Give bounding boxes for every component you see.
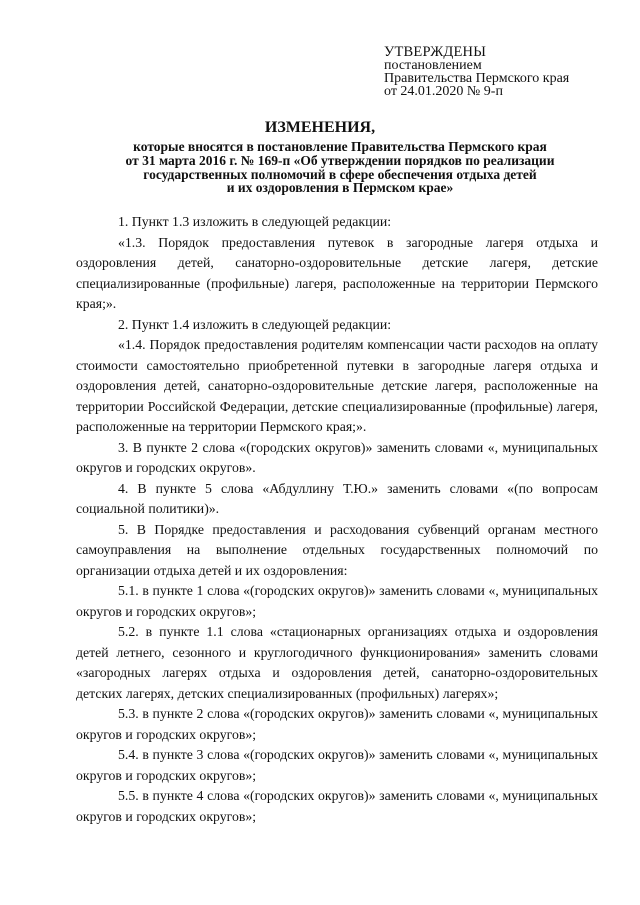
paragraph: 5.3. в пункте 2 слова «(городских округов)» заменить словами «, муниципальных округов и городских округов»; <box>76 706 598 742</box>
subtitle-line: которые вносятся в постановление Правительства Пермского края <box>133 139 547 154</box>
paragraph: «1.4. Порядок предоставления родителям компенсации части расходов на оплату стоимости самостоятельно приобретенной путевки в загородные лагеря отдыха и оздоровления детей, санаторно-оздоровительные детские лагеря, расположенные на территории Российской Федерации, детские специализированные (профильные) лагеря, расположенные на территории Пермского края;». <box>76 337 598 434</box>
document-body <box>76 212 598 827</box>
approval-authority: Правительства Пермского края <box>384 71 570 86</box>
paragraph: 4. В пункте 5 слова «Абдуллину Т.Ю.» заменить словами «(по вопросам социальной политики)». <box>76 480 598 516</box>
subtitle-line: и их оздоровления в Пермском крае» <box>226 180 454 196</box>
paragraph: 2. Пункт 1.4 изложить в следующей редакции: <box>118 316 392 332</box>
subtitle-line: от 31 марта 2016 г. № 169-п «Об утверждении порядков по реализации <box>125 152 555 168</box>
approval-date-number: от 24.01.2020 № 9-п <box>384 84 503 99</box>
paragraph: 5.2. в пункте 1.1 слова «стационарных организациях отдыха и оздоровления детей летнего, сезонного и круглогодичного функционирования» заменить словами «загородных лагерях отдыха и оздоровления детей, санаторно-оздоровительных детских лагерях, детских специализированных (профильных) лагерях»; <box>76 624 598 701</box>
paragraph: 3. В пункте 2 слова «(городских округов)» заменить словами «, муниципальных округов и городских округов». <box>76 439 598 475</box>
paragraph: 5.5. в пункте 4 слова «(городских округов)» заменить словами «, муниципальных округов и городских округов»; <box>76 788 598 824</box>
paragraph: «1.3. Порядок предоставления путевок в загородные лагеря отдыха и оздоровления детей, санаторно-оздоровительные детские лагеря, детские специализированные (профильные) лагеря, расположенные на территории Пермского края;». <box>76 234 598 311</box>
approval-stamp <box>384 46 569 98</box>
paragraph: 5. В Порядке предоставления и расходования субвенций органам местного самоуправления на выполнение отдельных государственных полномочий по организации отдыха детей и их оздоровления: <box>76 521 598 578</box>
document-subtitle <box>76 140 604 195</box>
paragraph: 5.1. в пункте 1 слова «(городских округов)» заменить словами «, муниципальных округов и городских округов»; <box>76 583 598 619</box>
document-title: ИЗМЕНЕНИЯ, <box>264 119 376 136</box>
subtitle-line: государственных полномочий в сфере обеспечения отдыха детей <box>143 166 537 182</box>
approval-by: постановлением <box>384 58 482 73</box>
paragraph: 1. Пункт 1.3 изложить в следующей редакции: <box>118 214 392 229</box>
approval-heading: УТВЕРЖДЕНЫ <box>384 44 487 60</box>
paragraph: 5.4. в пункте 3 слова «(городских округов)» заменить словами «, муниципальных округов и городских округов»; <box>76 747 598 783</box>
